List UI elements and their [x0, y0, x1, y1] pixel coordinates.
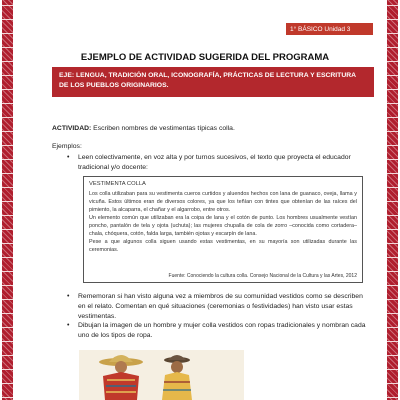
box-title: VESTIMENTA COLLA [89, 181, 146, 187]
page-title: EJEMPLO DE ACTIVIDAD SUGERIDA DEL PROGRAMA [80, 52, 330, 63]
list-item-text: Leen colectivamente, en voz alta y por turnos sucesivos, el texto que proyecta el educador tradicional y/o docente: [78, 154, 351, 171]
ejemplos-label: Ejemplos: [52, 143, 82, 150]
reading-text-box [83, 176, 363, 283]
left-decorative-border [2, 0, 13, 400]
list-item [67, 321, 370, 341]
list-item [67, 292, 370, 322]
unit-tab: 1° BÁSICO Unidad 3 [286, 23, 373, 35]
bullet-icon: • [67, 154, 70, 161]
colla-people-illustration [79, 350, 244, 400]
bullet-icon: • [67, 322, 70, 329]
eje-banner: EJE: LENGUA, TRADICIÓN ORAL, ICONOGRAFÍA, PRÁCTICAS DE LECTURA Y ESCRITURA DE LOS PUEBLOS ORIGINARIOS. [52, 67, 374, 97]
list-item-text: Dibujan la imagen de un hombre y mujer colla vestidos con ropas tradicionales y nombran cada uno de los tipos de ropa. [78, 322, 366, 339]
bullet-icon: • [67, 293, 70, 300]
actividad-line [52, 125, 235, 132]
box-source: Fuente: Conociendo la cultura colla. Consejo Nacional de la Cultura y las Artes, 2012 [168, 272, 357, 279]
right-decorative-border [387, 0, 398, 400]
list-item [67, 153, 363, 173]
actividad-label: ACTIVIDAD: [52, 125, 92, 132]
box-paragraph: Pese a que algunos colla siguen usando estas vestimentas, en su mayoría son utilizadas durante las ceremonias. [89, 239, 357, 254]
box-paragraph: Un elemento común que utilizaban era la coipa de lana y el cotón de punto. Los hombres usualmente vestían poncho, pantalón de tela y ojota (uchuta); las mujeres chupalla de cola de zorro –conocida como cortadera– chala, chóquera, cotón, falda larga, también ojotas y escarpín de lana. [89, 215, 357, 238]
actividad-text: Escriben nombres de vestimentas típicas colla. [91, 125, 235, 132]
list-item-text: Rememoran si han visto alguna vez a miembros de su comunidad vestidos como se describen en el relato. Comentan en qué situaciones (ceremonias o festividades) han visto usar estas vestimentas. [78, 293, 363, 320]
colla-figures-icon [79, 350, 244, 400]
box-paragraph: Los colla utilizaban para su vestimenta cueros curtidos y aluendos hechos con lana de guanaco, oveja, llama y vicuña. Estos últimos eran de diversos colores, ya que los teñían con tintes que obtenían de las raíces del pimiento, la alcaparra, el chañar y el algarrobo, entre otros. [89, 190, 357, 213]
